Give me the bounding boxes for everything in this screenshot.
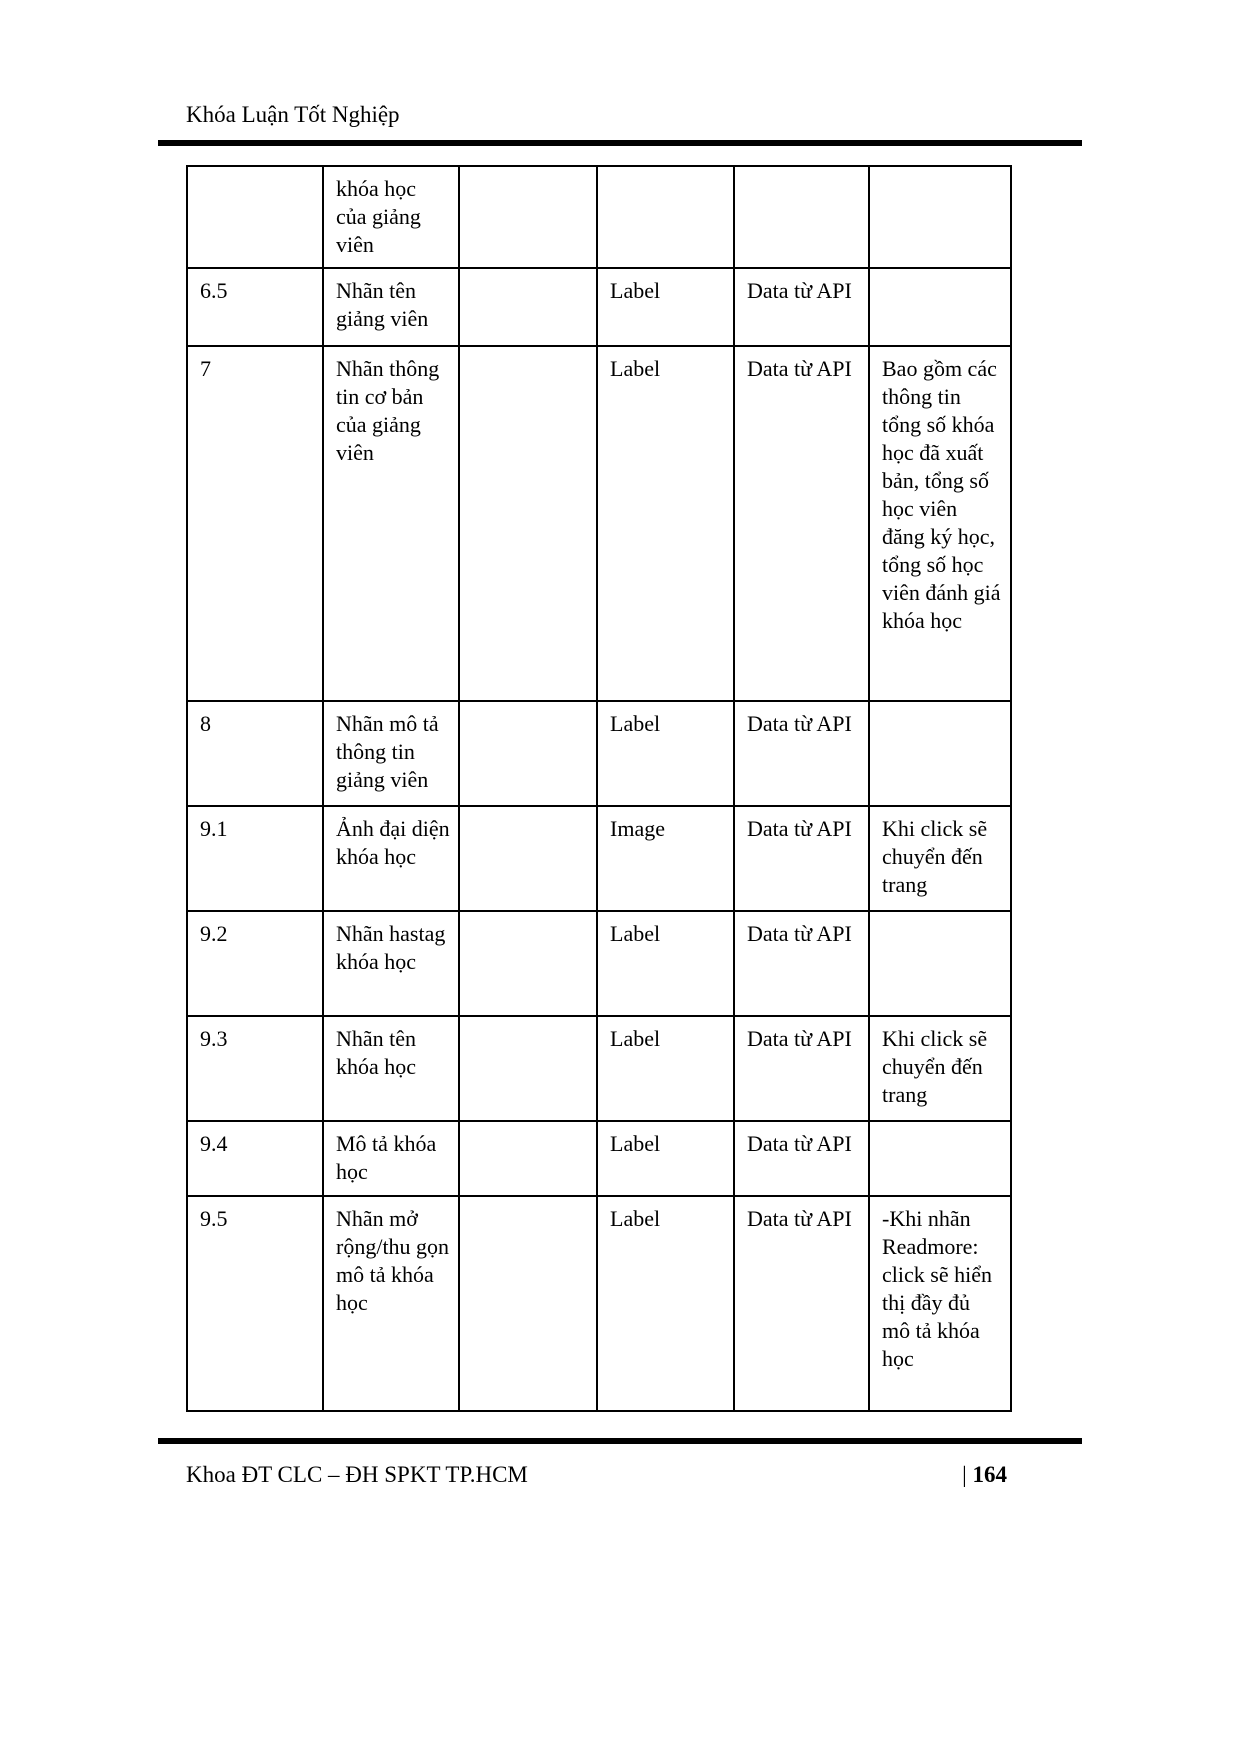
cell-type: Label [597,1196,734,1411]
page-number: 164 [972,1462,1007,1487]
cell-name: Nhãn tên khóa học [323,1016,459,1121]
cell-name: khóa học của giảng viên [323,166,459,268]
cell-type: Label [597,346,734,701]
cell-name: Nhãn hastag khóa học [323,911,459,1016]
cell-empty [459,1196,597,1411]
page-header-title: Khóa Luận Tốt Nghiệp [186,102,400,127]
cell-note: -Khi nhãn Readmore: click sẽ hiển thị đầy đủ mô tả khóa học [869,1196,1011,1411]
cell-type: Label [597,701,734,806]
cell-type: Label [597,911,734,1016]
footer-rule [158,1438,1082,1444]
cell-empty [459,1121,597,1196]
cell-stt: 9.1 [187,806,323,911]
footer-page-number-group [962,1460,1007,1490]
table-row [187,346,1011,701]
cell-stt [187,166,323,268]
table-row [187,1016,1011,1121]
cell-type: Label [597,1121,734,1196]
cell-data-source: Data từ API [734,1121,869,1196]
cell-stt: 6.5 [187,268,323,346]
cell-data-source: Data từ API [734,346,869,701]
cell-type: Label [597,1016,734,1121]
cell-data-source: Data từ API [734,1196,869,1411]
cell-stt: 9.2 [187,911,323,1016]
cell-stt: 8 [187,701,323,806]
cell-data-source [734,166,869,268]
cell-empty [459,1016,597,1121]
cell-note [869,911,1011,1016]
footer-text: Khoa ĐT CLC – ĐH SPKT TP.HCM [186,1462,528,1487]
cell-note [869,701,1011,806]
footer-separator: | [962,1462,973,1487]
table-row [187,1196,1011,1411]
cell-type: Label [597,268,734,346]
cell-data-source: Data từ API [734,806,869,911]
cell-empty [459,806,597,911]
cell-note: Bao gồm các thông tin tổng số khóa học đã xuất bản, tổng số học viên đăng ký học, tổng số học viên đánh giá khóa học [869,346,1011,701]
cell-name: Nhãn mở rộng/thu gọn mô tả khóa học [323,1196,459,1411]
cell-stt: 9.4 [187,1121,323,1196]
cell-note: Khi click sẽ chuyển đến trang [869,1016,1011,1121]
cell-data-source: Data từ API [734,911,869,1016]
table-row [187,911,1011,1016]
cell-name: Nhãn mô tả thông tin giảng viên [323,701,459,806]
spec-table [186,165,1012,1412]
cell-name: Ảnh đại diện khóa học [323,806,459,911]
header-rule [158,140,1082,146]
cell-data-source: Data từ API [734,1016,869,1121]
cell-name: Mô tả khóa học [323,1121,459,1196]
cell-note [869,1121,1011,1196]
cell-empty [459,268,597,346]
cell-empty [459,911,597,1016]
cell-stt: 7 [187,346,323,701]
table-row [187,701,1011,806]
cell-type [597,166,734,268]
cell-stt: 9.5 [187,1196,323,1411]
cell-name: Nhãn thông tin cơ bản của giảng viên [323,346,459,701]
cell-empty [459,701,597,806]
cell-data-source: Data từ API [734,701,869,806]
table-row [187,166,1011,268]
table-row [187,268,1011,346]
cell-note [869,268,1011,346]
cell-stt: 9.3 [187,1016,323,1121]
cell-note: Khi click sẽ chuyển đến trang [869,806,1011,911]
cell-note [869,166,1011,268]
cell-data-source: Data từ API [734,268,869,346]
table-row [187,806,1011,911]
cell-empty [459,166,597,268]
cell-name: Nhãn tên giảng viên [323,268,459,346]
cell-empty [459,346,597,701]
table-row [187,1121,1011,1196]
cell-type: Image [597,806,734,911]
